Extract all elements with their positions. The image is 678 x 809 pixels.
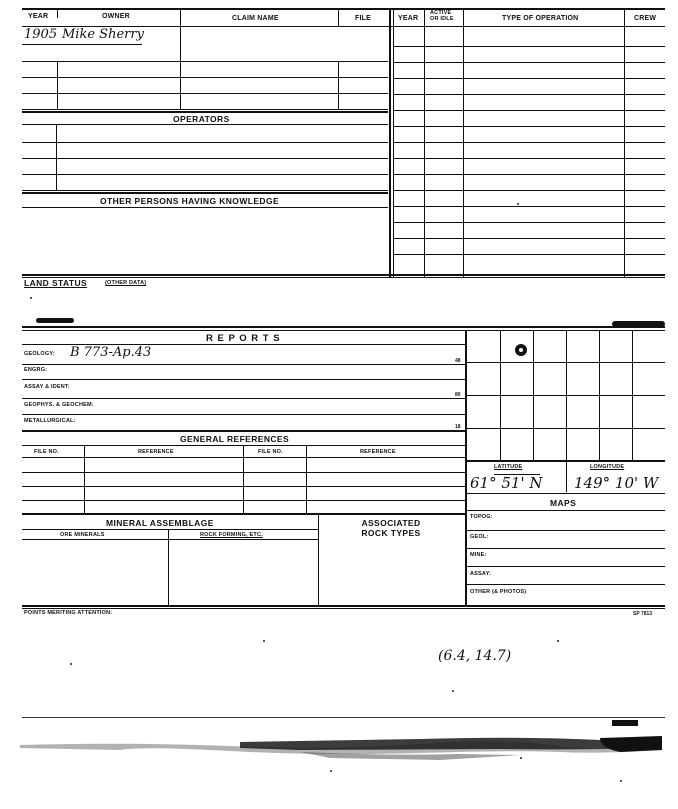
associated-rock-types-header: ASSOCIATED ROCK TYPES	[361, 518, 421, 538]
ore-minerals-header: ORE MINERALS	[60, 532, 105, 538]
maps-mine-label: MINE:	[470, 552, 487, 558]
ref-file-no-2: FILE NO.	[258, 449, 283, 455]
latitude-value: 61° 51' N	[470, 474, 543, 492]
geophys-label: GEOPHYS. & GEOCHEM:	[24, 402, 94, 408]
engrg-label: ENGRG:	[24, 367, 48, 373]
form-code: SP 7813	[633, 611, 653, 617]
maps-title: MAPS	[550, 498, 577, 508]
latitude-label: LATITUDE	[494, 464, 523, 470]
owner-header: OWNER	[102, 13, 130, 20]
longitude-label: LONGITUDE	[590, 464, 625, 470]
claim-name-header: CLAIM NAME	[232, 15, 279, 22]
active-idle-header: ACTIVE OR IDLE	[430, 10, 454, 22]
crew-header: CREW	[634, 15, 657, 22]
reports-title: R E P O R T S	[206, 333, 281, 344]
year-header: YEAR	[28, 13, 49, 20]
ref-file-no-1: FILE NO.	[34, 449, 59, 455]
assay-ident-label: ASSAY & IDENT:	[24, 384, 70, 390]
maps-assay-label: ASSAY:	[470, 571, 492, 577]
other-persons-label: OTHER PERSONS HAVING KNOWLEDGE	[100, 196, 280, 206]
claim-owner-entry: Mike Sherry	[62, 27, 144, 42]
points-meriting-attention-label: POINTS MERITING ATTENTION:	[24, 610, 113, 616]
location-marker-icon	[515, 344, 527, 356]
rock-forming-header: ROCK FORMING, ETC.	[200, 532, 263, 538]
ops-year-header: YEAR	[398, 15, 419, 22]
maps-other-label: OTHER (& PHOTOS)	[470, 589, 527, 595]
geology-label: GEOLOGY:	[24, 351, 55, 357]
ref-reference-1: REFERENCE	[138, 449, 174, 455]
land-status-sub: (OTHER DATA)	[105, 280, 147, 286]
ref-reference-2: REFERENCE	[360, 449, 396, 455]
claim-year-entry: 1905	[24, 27, 58, 42]
assay-code: 80	[455, 392, 461, 398]
maps-geol-label: GEOL:	[470, 534, 489, 540]
operators-label: OPERATORS	[173, 114, 230, 124]
general-references-title: GENERAL REFERENCES	[180, 434, 290, 444]
longitude-value: 149° 10' W	[574, 474, 659, 492]
metallurgical-label: METALLURGICAL:	[24, 418, 76, 424]
scan-smudge-graphic	[0, 720, 678, 780]
metallurgical-code: 18	[455, 424, 461, 430]
mineral-assemblage-title: MINERAL ASSEMBLAGE	[106, 518, 214, 528]
geology-value: B 773-Ap.43	[70, 345, 152, 360]
type-of-operation-header: TYPE OF OPERATION	[502, 15, 579, 22]
file-header: FILE	[355, 15, 371, 22]
land-status-label: LAND STATUS	[24, 278, 88, 288]
maps-topog-label: TOPOG:	[470, 514, 493, 520]
handwritten-note: (6.4, 14.7)	[438, 648, 512, 664]
geology-code: 48	[455, 358, 461, 364]
